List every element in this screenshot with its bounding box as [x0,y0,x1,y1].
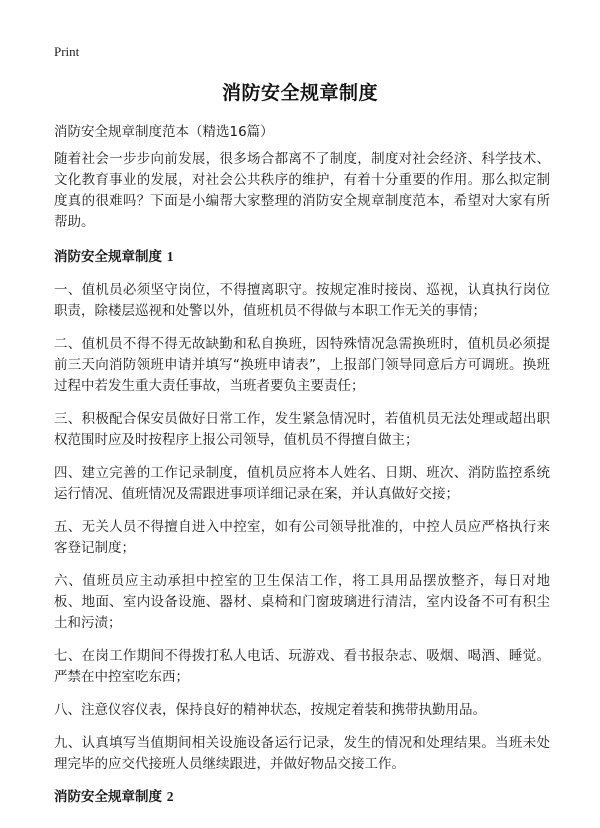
section-heading-text: 消防安全规章制度 [54,249,167,265]
intro-paragraph: 随着社会一步步向前发展，很多场合都离不了制度，制度对社会经济、科学技术、文化教育事业的发展，对社会公共秩序的维护，有着十分重要的作用。那么拟定制度真的很难吗？下面是小编帮大家整理的消防安全规章制度范本，希望对大家有所帮助。 [54,151,550,230]
rule-item-5: 五、无关人员不得擅自进入中控室，如有公司领导批准的，中控人员应严格执行来客登记制度； [54,519,550,556]
rule-item-7: 七、在岗工作期间不得拨打私人电话、玩游戏、看书报杂志、吸烟、喝酒、睡觉。严禁在中控室吃东西； [54,648,550,685]
section-heading-1 [54,247,550,267]
section-heading-text: 消防安全规章制度 [54,789,167,805]
rule-item-8: 八、注意仪容仪表，保持良好的精神状态，按规定着装和携带执勤用品。 [54,702,486,718]
document-title: 消防安全规章制度 [221,82,378,104]
section-heading-2 [54,787,550,807]
rule-item-9: 九、认真填写当值期间相关设施设备运行记录，发生的情况和处理结果。当班未处理完毕的应交代接班人员继续跟进，并做好物品交接工作。 [54,735,550,772]
print-label: Print [54,44,80,59]
rule-item-4: 四、建立完善的工作记录制度，值机员应将本人姓名、日期、班次、消防监控系统运行情况、值班情况及需跟进事项详细记录在案，并认真做好交接； [54,465,550,502]
document-body [54,149,550,820]
rule-item-2: 二、值机员不得不得无故缺勤和私自换班，因特殊情况急需换班时，值机员必须提前三天向消防领班申请并填写“换班申请表”，上报部门领导同意后方可调班。换班过程中若发生重大责任事故，当班者要负主要责任； [54,336,550,394]
document-subtitle: 消防安全规章制度范本（精选16篇） [54,124,274,140]
rule-item-1: 一、值机员必须坚守岗位，不得擅离职守。按规定准时接岗、巡视，认真执行岗位职责，除楼层巡视和处警以外，值班机员不得做与本职工作无关的事情； [54,282,550,319]
rule-item-6: 六、值班员应主动承担中控室的卫生保洁工作，将工具用品摆放整齐，每日对地板、地面、室内设备设施、器材、桌椅和门窗玻璃进行清洁，室内设备不可有积尘土和污渍； [54,573,550,631]
section-heading-number: 2 [166,789,174,804]
section-heading-number: 1 [166,249,174,264]
rule-item-3: 三、积极配合保安员做好日常工作，发生紧急情况时，若值机员无法处理或超出职权范围时应及时按程序上报公司领导，值机员不得擅自做主； [54,411,550,448]
